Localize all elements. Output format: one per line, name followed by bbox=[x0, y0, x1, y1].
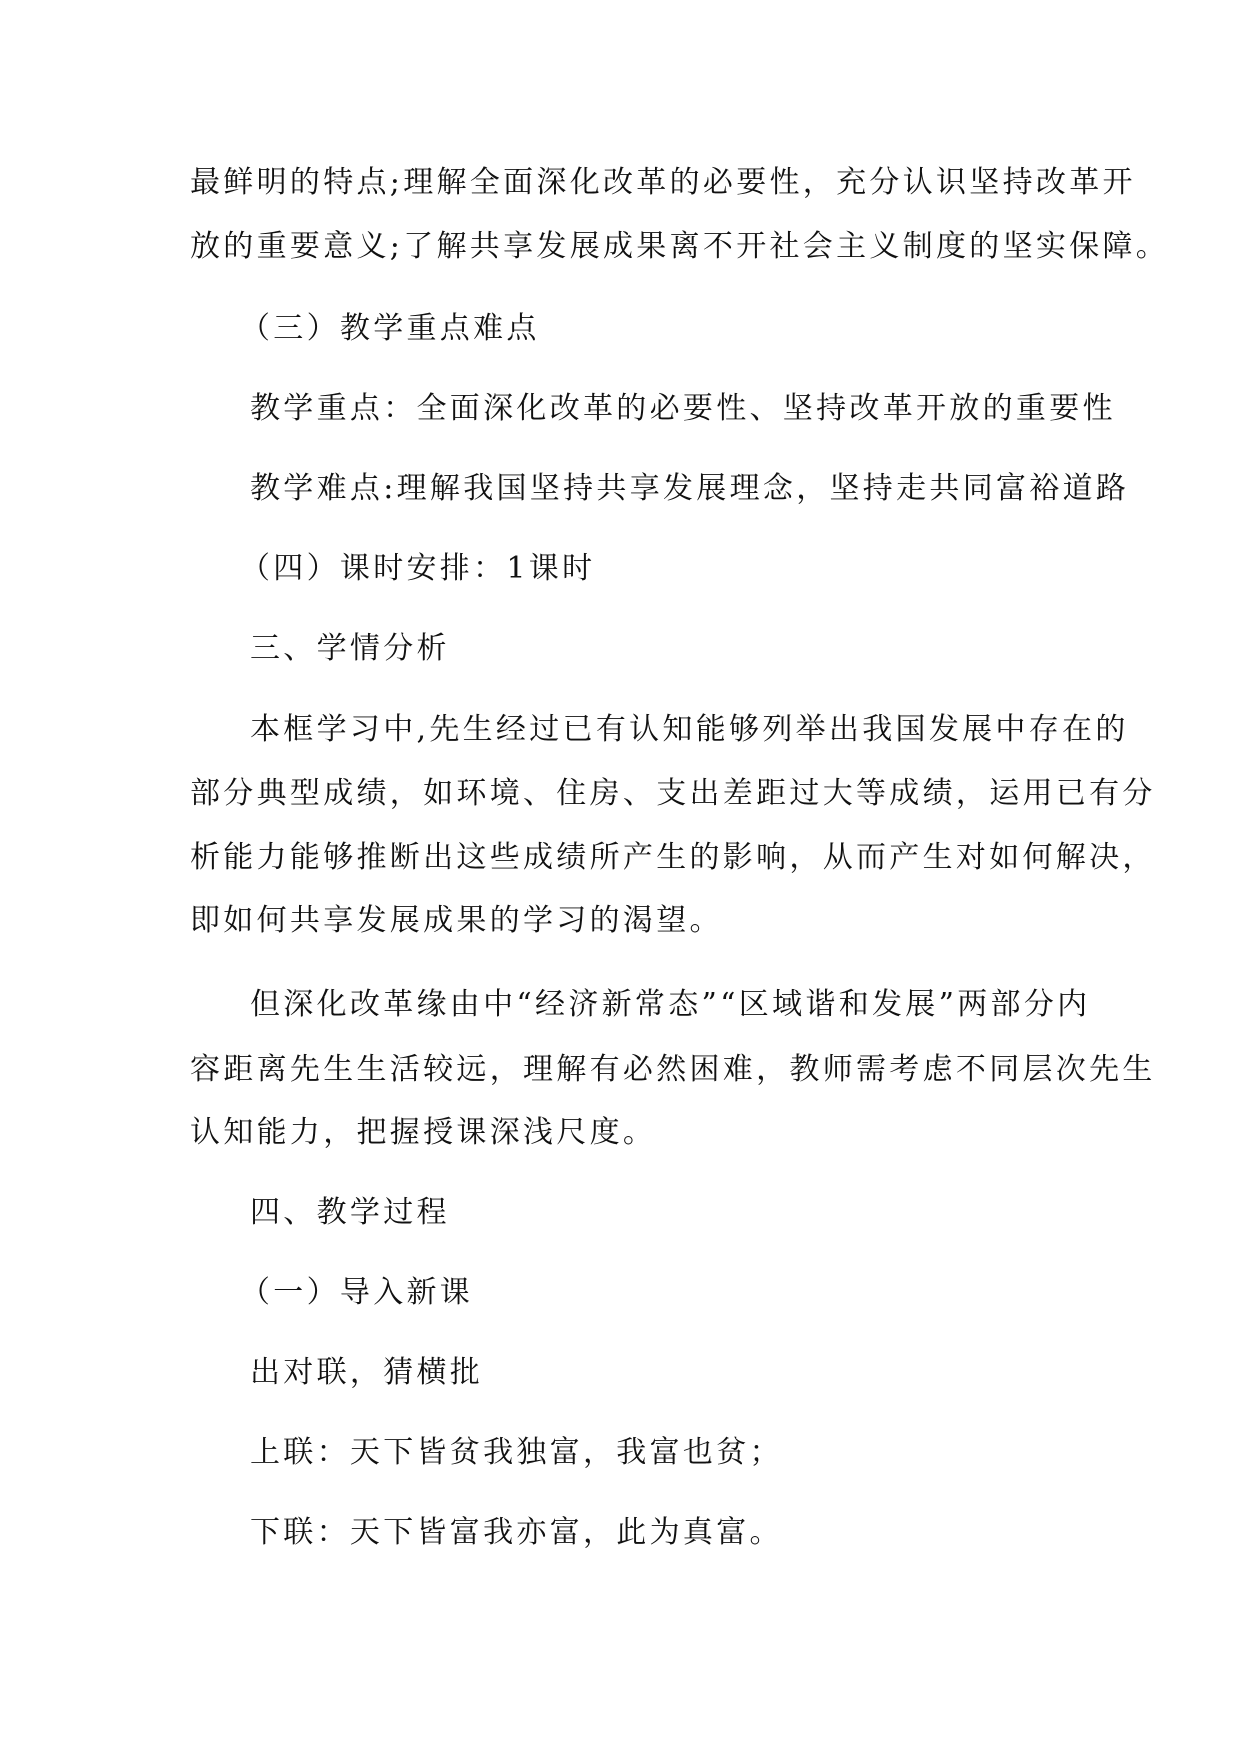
body-text-line: 即如何共享发展成果的学习的渴望。 bbox=[190, 903, 723, 938]
teaching-focus-line: 教学重点：全面深化改革的必要性、坚持改革开放的重要性 bbox=[250, 391, 1116, 426]
body-text-line: 容距离先生生活较远，理解有必然困难，教师需考虑不同层次先生 bbox=[190, 1052, 1156, 1087]
body-text-line: 放的重要意义;了解共享发展成果离不开社会主义制度的坚实保障。 bbox=[190, 229, 1170, 264]
section-heading: （一）导入新课 bbox=[240, 1275, 474, 1310]
section-heading: （四）课时安排：1课时 bbox=[240, 551, 596, 586]
couplet-upper-line: 上联：天下皆贫我独富，我富也贫； bbox=[250, 1435, 783, 1470]
body-text-line: 认知能力，把握授课深浅尺度。 bbox=[190, 1115, 657, 1150]
section-heading: 三、学情分析 bbox=[250, 631, 450, 666]
couplet-lower-line: 下联：天下皆富我亦富，此为真富。 bbox=[250, 1515, 783, 1550]
body-text-line: 析能力能够推断出这些成绩所产生的影响，从而产生对如何解决， bbox=[190, 840, 1156, 875]
body-text-line: 但深化改革缘由中“经济新常态”“区域谐和发展”两部分内 bbox=[250, 987, 1091, 1022]
section-heading: 四、教学过程 bbox=[250, 1195, 450, 1230]
body-text-line: 最鲜明的特点;理解全面深化改革的必要性，充分认识坚持改革开 bbox=[190, 165, 1136, 200]
section-heading: （三）教学重点难点 bbox=[240, 311, 540, 346]
body-text-line: 部分典型成绩，如环境、住房、支出差距过大等成绩，运用已有分 bbox=[190, 776, 1156, 811]
body-text-line: 出对联，猜横批 bbox=[250, 1355, 484, 1390]
teaching-difficulty-line: 教学难点:理解我国坚持共享发展理念，坚持走共同富裕道路 bbox=[250, 471, 1130, 506]
body-text-line: 本框学习中,先生经过已有认知能够列举出我国发展中存在的 bbox=[250, 712, 1129, 747]
